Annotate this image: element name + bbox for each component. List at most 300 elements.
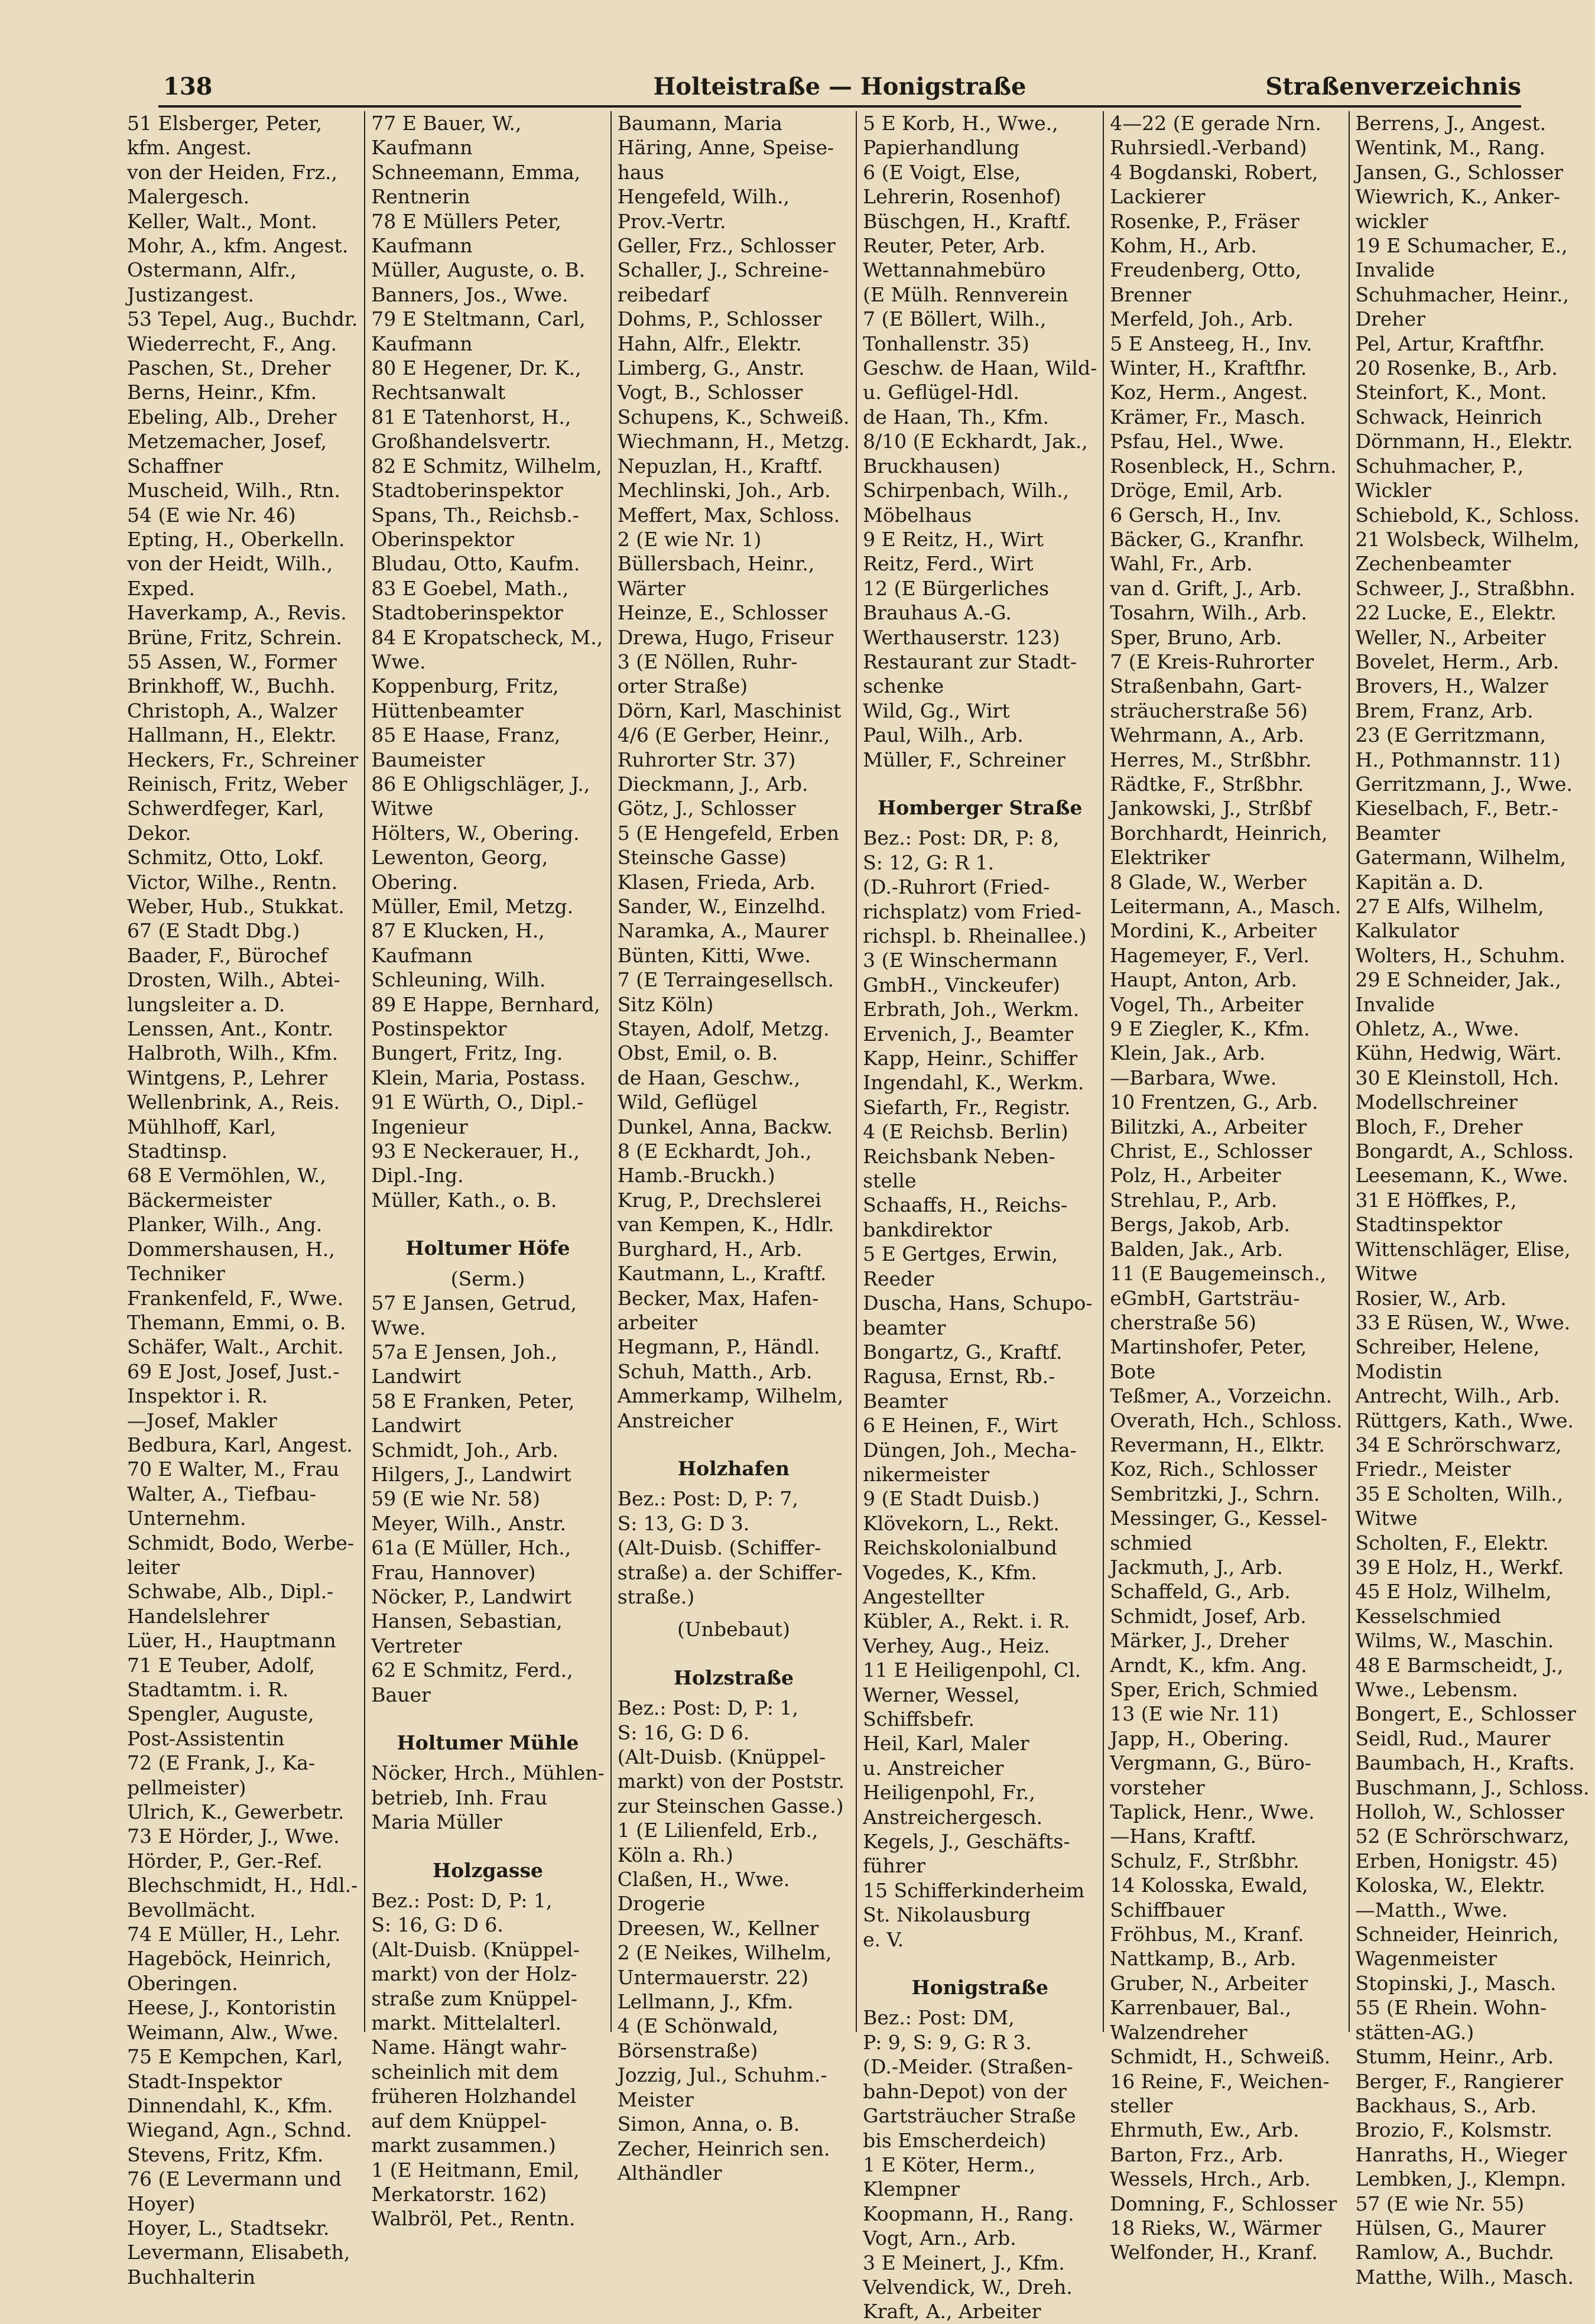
- directory-entry: richspl. b. Rheinallee.): [863, 924, 1087, 947]
- directory-entry: Techniker: [127, 1262, 225, 1286]
- directory-entry: 9 (E Stadt Duisb.): [863, 1487, 1040, 1511]
- directory-entry: 48 E Barmscheidt, J.,: [1355, 1653, 1564, 1677]
- directory-entry: Wentink, M., Rang.: [1355, 136, 1546, 160]
- directory-entry: 12 (E Bürgerliches: [863, 576, 1050, 600]
- directory-entry: 15 Schifferkinderheim: [863, 1878, 1085, 1902]
- directory-entry: Vogel, Th., Arbeiter: [1110, 992, 1304, 1016]
- entry-group: [127, 111, 358, 2289]
- directory-entry: früheren Holzhandel: [371, 2085, 577, 2108]
- directory-entry: Witwe: [1355, 1262, 1418, 1286]
- directory-entry: (Alt-Duisb. (Knüppel-: [617, 1745, 826, 1768]
- directory-entry: 10 Frentzen, G., Arb.: [1110, 1090, 1318, 1114]
- directory-entry: Lenssen, Ant., Kontr.: [127, 1017, 333, 1041]
- directory-entry: Paul, Wilh., Arb.: [863, 723, 1024, 747]
- directory-entry: Kapitän a. D.: [1355, 870, 1484, 894]
- directory-entry: Stadtinspektor: [1355, 1213, 1502, 1236]
- directory-entry: Stadtoberinspektor: [371, 601, 563, 625]
- directory-entry: Rentnerin: [371, 185, 470, 209]
- directory-entry: Anstreichergesch.: [863, 1805, 1043, 1829]
- directory-entry: Schuh, Matth., Arb.: [617, 1359, 813, 1383]
- directory-entry: Bongardt, A., Schloss.: [1355, 1140, 1574, 1163]
- directory-entry: Möbelhaus: [863, 503, 972, 527]
- directory-entry: 11 (E Baugemeinsch.,: [1110, 1262, 1327, 1286]
- section-title: Straßenverzeichnis: [1265, 73, 1521, 100]
- directory-entry: Weimann, Alw., Wwe.: [127, 2020, 339, 2044]
- directory-entry: Leitermann, A., Masch.: [1110, 895, 1341, 918]
- directory-entry: Vogt, B., Schlosser: [617, 381, 803, 404]
- directory-entry: Erbrath, Joh., Werkm.: [863, 998, 1080, 1021]
- directory-entry: Lellmann, J., Kfm.: [617, 1990, 794, 2014]
- directory-entry: —Barbara, Wwe.: [1110, 1066, 1277, 1089]
- directory-entry: Sitz Köln): [617, 992, 714, 1016]
- directory-entry: 45 E Holz, Wilhelm,: [1355, 1580, 1552, 1604]
- directory-entry: Schreiber, Helene,: [1355, 1335, 1540, 1359]
- directory-entry: 58 E Franken, Peter,: [371, 1389, 575, 1413]
- column-5: [1104, 111, 1349, 2264]
- street-heading: Homberger Straße: [878, 796, 1083, 819]
- directory-entry: Bloch, F., Dreher: [1355, 1115, 1523, 1138]
- directory-entry: auf dem Knüppel-: [371, 2109, 547, 2133]
- directory-entry: Messinger, G., Kessel-: [1110, 1507, 1328, 1530]
- directory-entry: Wahl, Fr., Arb.: [1110, 552, 1253, 576]
- directory-entry: Freudenberg, Otto,: [1110, 258, 1302, 282]
- directory-entry: 1 E Köter, Herm.,: [863, 2153, 1036, 2176]
- directory-entry: Vergmann, G., Büro-: [1110, 1751, 1311, 1775]
- directory-entry: Hallmann, H., Elektr.: [127, 723, 337, 747]
- directory-entry: 75 E Kempchen, Karl,: [127, 2045, 343, 2069]
- directory-entry: 57 E Jansen, Getrud,: [371, 1291, 577, 1315]
- directory-entry: S: 12, G: R 1.: [863, 851, 995, 874]
- directory-entry: Bungert, Fritz, Ing.: [371, 1041, 563, 1065]
- directory-entry: 54 (E wie Nr. 46): [127, 503, 296, 527]
- directory-entry: Schaller, J., Schreine-: [617, 258, 829, 282]
- directory-entry: Brem, Franz, Arb.: [1355, 699, 1534, 722]
- directory-entry: Klövekorn, L., Rekt.: [863, 1511, 1060, 1535]
- directory-entry: Rechtsanwalt: [371, 381, 506, 404]
- directory-entry: Brüne, Fritz, Schrein.: [127, 625, 342, 649]
- directory-entry: Brauhaus A.-G.: [863, 601, 1012, 625]
- directory-entry: Kapp, Heinr., Schiffer: [863, 1047, 1078, 1070]
- directory-entry: Bilitzki, A., Arbeiter: [1110, 1115, 1307, 1138]
- directory-entry: Lackierer: [1110, 185, 1206, 209]
- directory-entry: Mohr, A., kfm. Angest.: [127, 234, 349, 258]
- directory-entry: —Josef, Makler: [127, 1408, 277, 1432]
- directory-entry: Schaaffs, H., Reichs-: [863, 1193, 1068, 1217]
- directory-entry: Meffert, Max, Schloss.: [617, 503, 840, 527]
- directory-entry: Bünten, Kitti, Wwe.: [617, 943, 811, 967]
- directory-entry: Heese, J., Kontoristin: [127, 1996, 336, 2020]
- directory-entry: Stadt-Inspektor: [127, 2069, 282, 2093]
- directory-entry: Jackmuth, J., Arb.: [1110, 1555, 1284, 1579]
- entry-group: [371, 111, 604, 1212]
- directory-entry: Kautmann, L., Kraftf.: [617, 1262, 827, 1286]
- directory-entry: Düngen, Joh., Mecha-: [863, 1438, 1077, 1462]
- directory-entry: Wiewrich, K., Anker-: [1355, 185, 1560, 209]
- directory-entry: de Haan, Geschw.,: [617, 1066, 801, 1089]
- directory-entry: 23 (E Gerritzmann,: [1355, 723, 1547, 747]
- directory-entry: Ruhrsiedl.-Verband): [1110, 136, 1307, 160]
- directory-entry: betrieb, Inh. Frau: [371, 1786, 548, 1809]
- directory-entry: Schleuning, Wilh.: [371, 968, 546, 992]
- directory-entry: leiter: [127, 1555, 180, 1579]
- directory-entry: 7 (E Böllert, Wilh.,: [863, 307, 1047, 331]
- directory-entry: Kübler, A., Rekt. i. R.: [863, 1609, 1070, 1633]
- directory-entry: Mühlhoff, Karl,: [127, 1115, 277, 1138]
- directory-entry: Levermann, Elisabeth,: [127, 2241, 350, 2264]
- directory-entry: Siefarth, Fr., Registr.: [863, 1095, 1071, 1119]
- directory-entry: 52 (E Schrörschwarz,: [1355, 1825, 1570, 1848]
- directory-entry: von der Heidt, Wilh.,: [127, 552, 333, 576]
- directory-entry: Althändler: [617, 2161, 722, 2185]
- directory-entry: Stadtoberinspektor: [371, 479, 563, 502]
- directory-entry: Brozio, F., Kolsmstr.: [1355, 2118, 1552, 2142]
- directory-entry: Wiegand, Agn., Schnd.: [127, 2118, 352, 2142]
- directory-entry: Brovers, H., Walzer: [1355, 674, 1548, 698]
- directory-entry: 81 E Tatenhorst, H.,: [371, 405, 571, 429]
- directory-entry: Heiligenpohl, Fr.,: [863, 1781, 1035, 1804]
- entry-group: [371, 1761, 604, 1834]
- directory-entry: Papierhandlung: [863, 136, 1020, 160]
- directory-entry: 5 E Korb, H., Wwe.,: [863, 112, 1058, 135]
- directory-entry: Kaufmann: [371, 234, 473, 258]
- directory-entry: de Haan, Th., Kfm.: [863, 405, 1050, 429]
- directory-entry: Jansen, G., Schlosser: [1355, 160, 1563, 184]
- directory-entry: 87 E Klucken, H.,: [371, 919, 545, 943]
- street-heading: Holzgasse: [432, 1858, 544, 1882]
- directory-entry: zur Steinschen Gasse.): [617, 1794, 844, 1817]
- entry-group: [371, 1888, 604, 2231]
- directory-entry: Planker, Wilh., Ang.: [127, 1213, 323, 1236]
- directory-entry: 8 (E Eckhardt, Joh.,: [617, 1140, 812, 1163]
- directory-entry: Wettannahmebüro: [863, 258, 1046, 282]
- directory-entry: Schwerdfeger, Karl,: [127, 797, 324, 820]
- directory-entry: Hölters, W., Obering.: [371, 821, 580, 845]
- directory-entry: Tosahrn, Wilh., Arb.: [1110, 601, 1307, 625]
- directory-entry: Spans, Th., Reichsb.-: [371, 503, 579, 527]
- directory-entry: Invalide: [1355, 258, 1435, 282]
- directory-entry: schmied: [1110, 1531, 1193, 1554]
- directory-entry: nikermeister: [863, 1462, 990, 1486]
- directory-entry: Polz, H., Arbeiter: [1110, 1164, 1281, 1187]
- directory-entry: Bongert, E., Schlosser: [1355, 1702, 1577, 1726]
- directory-entry: Köln a. Rh.): [617, 1843, 733, 1867]
- directory-entry: 62 E Schmitz, Ferd.,: [371, 1658, 573, 1682]
- directory-entry: Vogt, Arn., Arb.: [863, 2226, 1016, 2250]
- directory-entry: Justizangest.: [127, 283, 254, 306]
- directory-entry: 7 (E Terraingesellsch.: [617, 968, 834, 992]
- directory-entry: Kegels, J., Geschäfts-: [863, 1830, 1070, 1854]
- directory-entry: Berns, Heinr., Kfm.: [127, 381, 317, 404]
- directory-entry: 39 E Holz, H., Werkf.: [1355, 1555, 1564, 1579]
- directory-entry: Wwe., Lebensm.: [1355, 1678, 1518, 1701]
- directory-entry: Beamter: [863, 1389, 948, 1413]
- directory-entry: Haverkamp, A., Revis.: [127, 601, 347, 625]
- directory-entry: Scholten, F., Elektr.: [1355, 1531, 1549, 1554]
- directory-entry: 4 (E Reichsb. Berlin): [863, 1120, 1068, 1144]
- directory-entry: Ruhrorter Str. 37): [617, 748, 796, 771]
- directory-entry: Bergs, Jakob, Arb.: [1110, 1213, 1290, 1236]
- directory-entry: pellmeister): [127, 1776, 246, 1799]
- directory-entry: H., Pothmannstr. 11): [1355, 748, 1561, 771]
- directory-entry: Mechlinski, Joh., Arb.: [617, 479, 831, 502]
- directory-entry: Leesemann, K., Wwe.: [1355, 1164, 1568, 1187]
- directory-entry: Kaufmann: [371, 332, 473, 355]
- directory-entry: Holloh, W., Schlosser: [1355, 1800, 1564, 1824]
- street-note: (Unbebaut): [677, 1618, 790, 1641]
- directory-entry: Christ, E., Schlosser: [1110, 1140, 1312, 1163]
- directory-entry: markt) von der Poststr.: [617, 1770, 845, 1793]
- directory-entry: reibedarf: [617, 283, 710, 306]
- directory-entry: Keller, Walt., Mont.: [127, 209, 317, 233]
- directory-entry: Börsenstraße): [617, 2039, 758, 2062]
- directory-entry: Kaufmann: [371, 136, 473, 160]
- directory-entry: (E Mülh. Rennverein: [863, 283, 1068, 306]
- directory-entry: Dinnendahl, K., Kfm.: [127, 2093, 333, 2117]
- directory-entry: —Hans, Kraftf.: [1110, 1825, 1256, 1848]
- directory-entry: —Matth., Wwe.: [1355, 1898, 1508, 1921]
- directory-entry: Themann, Emmi, o. B.: [127, 1310, 346, 1334]
- directory-entry: Hanraths, H., Wieger: [1355, 2143, 1567, 2166]
- directory-entry: Schirpenbach, Wilh.,: [863, 479, 1069, 502]
- directory-entry: 80 E Hegener, Dr. K.,: [371, 356, 582, 380]
- directory-entry: kfm. Angest.: [127, 136, 252, 160]
- directory-entry: arbeiter: [617, 1310, 697, 1334]
- directory-entry: 77 E Bauer, W.,: [371, 112, 522, 135]
- directory-entry: Reichsbank Neben-: [863, 1144, 1055, 1168]
- directory-entry: Invalide: [1355, 992, 1435, 1016]
- directory-entry: 2 (E Neikes, Wilhelm,: [617, 1941, 832, 1965]
- directory-entry: Walzendreher: [1110, 2020, 1248, 2044]
- directory-entry: Häring, Anne, Speise-: [617, 136, 834, 160]
- directory-entry: 5 E Gertges, Erwin,: [863, 1242, 1058, 1266]
- directory-entry: Hahn, Alfr., Elektr.: [617, 332, 802, 355]
- directory-entry: Ammerkamp, Wilhelm,: [617, 1384, 844, 1408]
- directory-entry: Krämer, Fr., Masch.: [1110, 405, 1306, 429]
- directory-entry: Hegmann, P., Händl.: [617, 1335, 820, 1359]
- directory-entry: Geller, Frz., Schlosser: [617, 234, 836, 258]
- directory-entry: Bauer: [371, 1683, 431, 1706]
- directory-entry: Bovelet, Herm., Arb.: [1355, 650, 1560, 673]
- directory-entry: van d. Grift, J., Arb.: [1110, 576, 1302, 600]
- directory-entry: u. Geflügel-Hdl.: [863, 381, 1019, 404]
- directory-entry: Velvendick, W., Dreh.: [863, 2275, 1073, 2299]
- directory-entry: Schaffner: [127, 454, 223, 478]
- directory-entry: 72 (E Frank, J., Ka-: [127, 1751, 316, 1775]
- directory-entry: Schäfer, Walt., Archit.: [127, 1335, 344, 1359]
- directory-entry: Tonhallenstr. 35): [863, 332, 1029, 355]
- directory-entry: Hörder, P., Ger.-Ref.: [127, 1849, 323, 1872]
- directory-entry: Müller, Kath., o. B.: [371, 1188, 557, 1212]
- directory-entry: 53 Tepel, Aug., Buchdr.: [127, 307, 358, 331]
- directory-entry: Hoyer, L., Stadtsekr.: [127, 2216, 330, 2239]
- directory-entry: 19 E Schumacher, E.,: [1355, 234, 1568, 258]
- directory-entry: Postinspektor: [371, 1017, 507, 1041]
- directory-entry: Hagemeyer, F., Verl.: [1110, 943, 1310, 967]
- directory-entry: Martinshofer, Peter,: [1110, 1335, 1307, 1359]
- directory-entry: Nattkamp, B., Arb.: [1110, 1947, 1297, 1971]
- directory-entry: Kühn, Hedwig, Wärt.: [1355, 1041, 1562, 1065]
- directory-entry: vorsteher: [1110, 1776, 1205, 1799]
- directory-entry: Hamb.-Bruckh.): [617, 1164, 775, 1187]
- directory-entry: Dommershausen, H.,: [127, 1237, 335, 1261]
- directory-entry: (D.-Ruhrort (Fried-: [863, 875, 1050, 899]
- directory-entry: 91 E Würth, O., Dipl.-: [371, 1090, 584, 1114]
- directory-entry: Hageböck, Heinrich,: [127, 1947, 332, 1971]
- directory-entry: Wessels, Hrch., Arb.: [1110, 2167, 1311, 2191]
- directory-entry: Halbroth, Wilh., Kfm.: [127, 1041, 339, 1065]
- directory-entry: Bedbura, Karl, Angest.: [127, 1433, 353, 1456]
- directory-entry: Wintgens, P., Lehrer: [127, 1066, 327, 1089]
- directory-entry: Heckers, Fr., Schreiner: [127, 748, 359, 771]
- directory-entry: Wilms, W., Maschin.: [1355, 1629, 1554, 1653]
- directory-entry: Koppenburg, Fritz,: [371, 674, 559, 698]
- column-2: [365, 111, 611, 2231]
- directory-entry: Schneemann, Emma,: [371, 160, 581, 184]
- directory-entry: 82 E Schmitz, Wilhelm,: [371, 454, 602, 478]
- directory-entry: Werthauserstr. 123): [863, 625, 1060, 649]
- directory-entry: Lewenton, Georg,: [371, 846, 548, 869]
- directory-entry: Bevollmächt.: [127, 1898, 256, 1921]
- directory-entry: Bäcker, G., Kranfhr.: [1110, 527, 1305, 551]
- directory-entry: Koz, Rich., Schlosser: [1110, 1458, 1317, 1481]
- directory-entry: Ebeling, Alb., Dreher: [127, 405, 337, 429]
- directory-entry: 3 E Meinert, J., Kfm.: [863, 2251, 1065, 2274]
- directory-entry: 4—22 (E gerade Nrn.: [1110, 112, 1321, 135]
- directory-entry: 21 Wolsbeck, Wilhelm,: [1355, 527, 1580, 551]
- directory-entry: Ragusa, Ernst, Rb.-: [863, 1365, 1055, 1388]
- directory-entry: 29 E Schneider, Jak.,: [1355, 968, 1561, 992]
- directory-entry: 68 E Vermöhlen, W.,: [127, 1164, 327, 1187]
- directory-entry: S: 16, G: D 6.: [371, 1913, 503, 1937]
- directory-entry: Rosier, W., Arb.: [1355, 1286, 1507, 1310]
- directory-entry: Dohms, P., Schlosser: [617, 307, 822, 331]
- directory-entry: Märker, J., Dreher: [1110, 1629, 1289, 1653]
- directory-entry: Backhaus, S., Arb.: [1355, 2093, 1537, 2117]
- directory-entry: 3 (E Nöllen, Ruhr-: [617, 650, 798, 673]
- directory-entry: Rädtke, F., Strßbhr.: [1110, 772, 1304, 796]
- directory-entry: 84 E Kropatscheck, M.,: [371, 625, 603, 649]
- directory-entry: Borchhardt, Heinrich,: [1110, 821, 1328, 845]
- directory-entry: Bez.: Post: D, P: 1,: [371, 1889, 553, 1913]
- directory-entry: Reitz, Ferd., Wirt: [863, 552, 1034, 576]
- directory-entry: Heinze, E., Schlosser: [617, 601, 828, 625]
- directory-entry: Modistin: [1355, 1359, 1443, 1383]
- directory-entry: Frankenfeld, F., Wwe.: [127, 1286, 344, 1310]
- directory-entry: 71 E Teuber, Adolf,: [127, 1653, 315, 1677]
- directory-entry: Dipl.-Ing.: [371, 1164, 464, 1187]
- directory-entry: Kalkulator: [1355, 919, 1459, 943]
- directory-entry: Ehrmuth, Ew., Arb.: [1110, 2118, 1300, 2142]
- directory-entry: Schweer, J., Straßbhn.: [1355, 576, 1575, 600]
- directory-entry: Handelslehrer: [127, 1604, 269, 1628]
- directory-entry: 57a E Jensen, Joh.,: [371, 1340, 558, 1364]
- directory-entry: Weller, N., Arbeiter: [1355, 625, 1546, 649]
- directory-entry: (Alt-Duisb. (Knüppel-: [371, 1937, 580, 1961]
- directory-entry: 70 E Walter, M., Frau: [127, 1458, 340, 1481]
- directory-entry: Name. Hängt wahr-: [371, 2036, 567, 2059]
- directory-entry: 74 E Müller, H., Lehr.: [127, 1923, 341, 1946]
- directory-entry: 8/10 (E Eckhardt, Jak.,: [863, 430, 1088, 453]
- directory-entry: Hülsen, G., Maurer: [1355, 2216, 1546, 2239]
- directory-entry: 85 E Haase, Franz,: [371, 723, 561, 747]
- directory-entry: Schmidt, H., Schweiß.: [1110, 2045, 1331, 2069]
- directory-entry: Matthe, Wilh., Masch.: [1355, 2265, 1574, 2289]
- entry-group: [1356, 111, 1590, 2289]
- directory-entry: Büschgen, H., Kraftf.: [863, 209, 1071, 233]
- directory-entry: Schaffeld, G., Arb.: [1110, 1580, 1291, 1604]
- directory-entry: Blechschmidt, H., Hdl.-: [127, 1874, 358, 1897]
- directory-entry: Baumbach, H., Krafts.: [1355, 1751, 1575, 1775]
- directory-entry: 51 Elsberger, Peter,: [127, 112, 322, 135]
- directory-entry: 89 E Happe, Bernhard,: [371, 992, 600, 1016]
- directory-entry: Taplick, Henr., Wwe.: [1110, 1800, 1315, 1824]
- directory-entry: Dörnmann, H., Elektr.: [1355, 430, 1573, 453]
- directory-entry: lungsleiter a. D.: [127, 992, 285, 1016]
- directory-entry: Klasen, Frieda, Arb.: [617, 870, 816, 894]
- directory-entry: Rosenbleck, H., Schrn.: [1110, 454, 1337, 478]
- directory-entry: Gruber, N., Arbeiter: [1110, 1971, 1308, 1995]
- directory-entry: Wittenschläger, Elise,: [1355, 1237, 1571, 1261]
- directory-entry: Ingendahl, K., Werkm.: [863, 1071, 1084, 1095]
- directory-entry: Lehrerin, Rosenhof): [863, 185, 1061, 209]
- directory-entry: von der Heiden, Frz.,: [127, 160, 337, 184]
- directory-entry: Buschmann, J., Schloss.: [1355, 1776, 1590, 1799]
- directory-entry: 73 E Hörder, J., Wwe.: [127, 1825, 340, 1848]
- directory-entry: 13 (E wie Nr. 11): [1110, 1702, 1279, 1726]
- directory-entry: Dörn, Karl, Maschinist: [617, 699, 842, 722]
- directory-entry: Reichskolonialbund: [863, 1536, 1057, 1560]
- directory-entry: Anstreicher: [617, 1408, 733, 1432]
- street-heading: Holzhafen: [677, 1456, 790, 1480]
- directory-entry: richsplatz) vom Fried-: [863, 900, 1081, 923]
- directory-entry: Haupt, Anton, Arb.: [1110, 968, 1298, 992]
- directory-entry: eGmbH, Gartsträu-: [1110, 1286, 1300, 1310]
- directory-entry: Kieselbach, F., Betr.-: [1355, 797, 1558, 820]
- directory-entry: Schulz, F., Strßbhr.: [1110, 1849, 1300, 1872]
- directory-entry: Oberinspektor: [371, 527, 515, 551]
- directory-entry: Banners, Jos., Wwe.: [371, 283, 569, 306]
- directory-entry: Baumeister: [371, 748, 485, 771]
- entry-group: [371, 1291, 604, 1707]
- directory-entry: Hengefeld, Wilh.,: [617, 185, 790, 209]
- directory-entry: Psfau, Hel., Wwe.: [1110, 430, 1285, 453]
- directory-entry: 11 E Heiligenpohl, Cl.: [863, 1658, 1081, 1682]
- directory-entry: Unternehm.: [127, 1507, 246, 1530]
- directory-entry: Meyer, Wilh., Anstr.: [371, 1511, 566, 1535]
- directory-entry: Witwe: [371, 797, 434, 820]
- directory-entry: Stopinski, J., Masch.: [1355, 1971, 1557, 1995]
- directory-entry: beamter: [863, 1316, 946, 1339]
- street-heading: Holtumer Mühle: [397, 1731, 579, 1754]
- directory-entry: 83 E Goebel, Math.,: [371, 576, 569, 600]
- directory-entry: Ingenieur: [371, 1115, 468, 1138]
- directory-entry: Dieckmann, J., Arb.: [617, 772, 808, 796]
- column-4: [857, 111, 1104, 2323]
- column-6: [1350, 111, 1595, 2289]
- directory-entry: Teßmer, A., Vorzeichn.: [1110, 1384, 1332, 1408]
- directory-entry: Schiffbauer: [1110, 1898, 1224, 1921]
- directory-entry: Reinisch, Fritz, Weber: [127, 772, 347, 796]
- directory-entry: Klein, Maria, Postass.: [371, 1066, 586, 1089]
- directory-entry: Baader, F., Bürochef: [127, 943, 328, 967]
- directory-entry: Bez.: Post: DM,: [863, 2006, 1015, 2030]
- directory-entry: Götz, J., Schlosser: [617, 797, 796, 820]
- directory-entry: Steinfort, K., Mont.: [1355, 381, 1547, 404]
- directory-entry: Inspektor i. R.: [127, 1384, 268, 1408]
- directory-entry: Schupens, K., Schweiß.: [617, 405, 850, 429]
- directory-entry: markt zusammen.): [371, 2134, 556, 2157]
- directory-entry: 18 Rieks, W., Wärmer: [1110, 2216, 1322, 2239]
